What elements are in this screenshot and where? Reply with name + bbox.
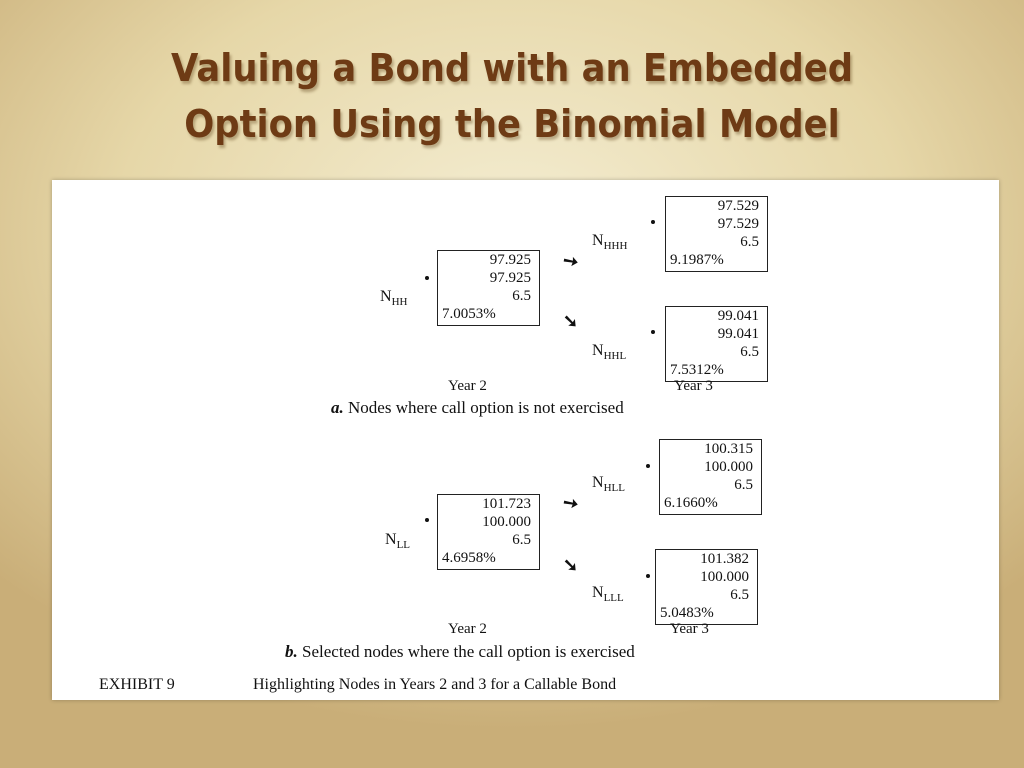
up-arrow: ➘ — [558, 490, 583, 516]
node-letter: N — [592, 584, 604, 601]
node-rate: 7.5312% — [670, 362, 724, 378]
up-arrow: ➘ — [558, 248, 583, 274]
node-letter: N — [592, 474, 604, 491]
node-box-nhhl — [665, 306, 768, 382]
node-rate: 6.1660% — [664, 495, 718, 511]
node-value: 6.5 — [512, 288, 531, 304]
node-value: 6.5 — [730, 587, 749, 603]
year-label-2: Year 2 — [448, 378, 487, 394]
node-label-nll — [385, 531, 410, 549]
node-label-nhhl — [592, 342, 626, 360]
down-arrow: ➘ — [563, 555, 579, 575]
node-subscript: HHH — [603, 240, 628, 252]
title-line-1: Valuing a Bond with an Embedded — [170, 46, 854, 90]
node-box-nhh — [437, 250, 540, 326]
node-dot — [425, 276, 429, 280]
node-label-nhhh — [592, 232, 627, 250]
slide-title — [36, 40, 988, 152]
node-subscript: LLL — [603, 592, 624, 604]
panel-b-caption — [285, 642, 635, 662]
node-label-nhll — [592, 474, 625, 492]
node-value: 101.723 — [482, 496, 531, 512]
node-box-nll — [437, 494, 540, 570]
exhibit-caption: Highlighting Nodes in Years 2 and 3 for a Callable Bond — [253, 676, 617, 693]
node-value: 99.041 — [717, 326, 759, 342]
node-dot — [651, 330, 655, 334]
node-value: 6.5 — [740, 234, 759, 250]
node-letter: N — [592, 342, 604, 359]
down-arrow: ➘ — [563, 311, 579, 331]
node-value: 97.529 — [717, 198, 759, 214]
year-label-3: Year 3 — [670, 621, 709, 637]
title-line-2: Option Using the Binomial Model — [184, 102, 840, 146]
caption-text: Nodes where call option is not exercised — [343, 398, 624, 417]
node-value: 100.000 — [700, 569, 749, 585]
node-value: 97.925 — [489, 252, 531, 268]
node-subscript: LL — [396, 539, 411, 551]
node-value: 100.000 — [704, 459, 753, 475]
year-label-3: Year 3 — [674, 378, 713, 394]
node-rate: 7.0053% — [442, 306, 496, 322]
node-value: 6.5 — [512, 532, 531, 548]
caption-letter: a. — [331, 398, 344, 417]
node-value: 100.315 — [704, 441, 753, 457]
node-value: 100.000 — [482, 514, 531, 530]
node-value: 99.041 — [717, 308, 759, 324]
node-dot — [651, 220, 655, 224]
node-letter: N — [380, 288, 392, 305]
node-rate: 5.0483% — [660, 605, 714, 621]
exhibit-number: EXHIBIT 9 — [99, 676, 175, 693]
node-value: 6.5 — [734, 477, 753, 493]
node-box-nhll — [659, 439, 762, 515]
node-rate: 4.6958% — [442, 550, 496, 566]
node-dot — [646, 574, 650, 578]
caption-text: Selected nodes where the call option is exercised — [297, 642, 635, 661]
node-rate: 9.1987% — [670, 252, 724, 268]
node-dot — [425, 518, 429, 522]
year-label-2: Year 2 — [448, 621, 487, 637]
node-box-nlll — [655, 549, 758, 625]
node-letter: N — [385, 531, 397, 548]
node-label-nlll — [592, 584, 624, 602]
node-box-nhhh — [665, 196, 768, 272]
exhibit-figure — [52, 180, 999, 700]
node-value: 101.382 — [700, 551, 749, 567]
node-value: 97.529 — [717, 216, 759, 232]
node-subscript: HHL — [603, 350, 627, 362]
node-subscript: HH — [391, 296, 408, 308]
node-subscript: HLL — [603, 482, 625, 494]
node-value: 97.925 — [489, 270, 531, 286]
node-dot — [646, 464, 650, 468]
node-letter: N — [592, 232, 604, 249]
caption-letter: b. — [285, 642, 298, 661]
node-label-nhh — [380, 288, 407, 306]
panel-a-caption — [331, 398, 624, 418]
node-value: 6.5 — [740, 344, 759, 360]
